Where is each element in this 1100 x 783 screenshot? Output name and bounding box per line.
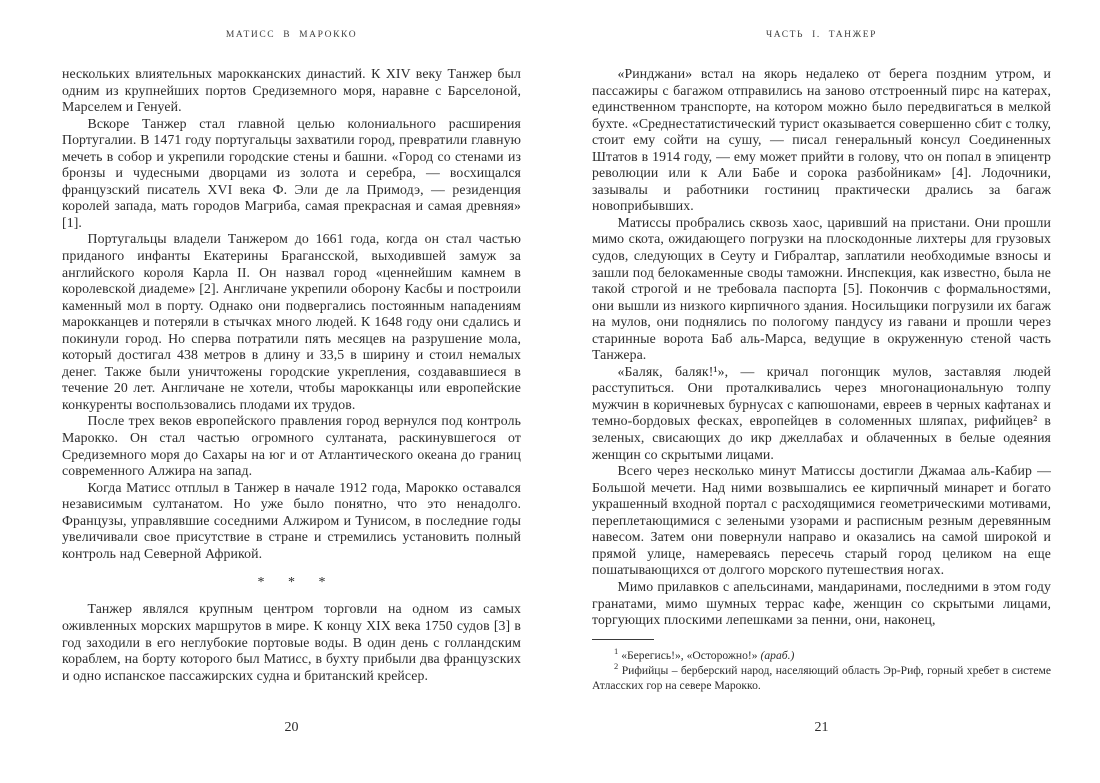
footnote-marker: 1 <box>614 645 619 656</box>
page-right-body <box>592 66 1051 629</box>
page-number-right: 21 <box>814 720 829 735</box>
paragraph: После трех веков европейского правления город вернулся под контроль Марокко. Он стал частью огромного султаната, раскинувшегося от Средиземного моря до Сахары на юг и от Атлантического океана до границ современного Алжира на запад. <box>62 413 521 479</box>
page-right <box>592 0 1051 783</box>
footnote-text: Рифийцы – берберский народ, населяющий область Эр-Риф, горный хребет в системе Атласских гор на севере Марокко. <box>592 663 1051 693</box>
footnote-marker: 2 <box>614 661 619 672</box>
footnote-text-italic: (араб.) <box>760 648 795 662</box>
section-separator: * * * <box>257 575 336 591</box>
page-number-left: 20 <box>284 720 299 735</box>
page-left <box>62 0 521 783</box>
footnote-rule <box>592 639 654 640</box>
footnote-text: «Берегись!», «Осторожно!» <box>621 648 761 662</box>
footnote <box>592 663 1051 694</box>
running-head-right: ЧАСТЬ I. ТАНЖЕР <box>765 30 878 40</box>
book-spread <box>62 0 1100 783</box>
paragraph: Когда Матисс отплыл в Танжер в начале 1912 года, Марокко оставался независимым султанатом. Но уже было понятно, что это ненадолго. Французы, управлявшие соседними Алжиром и Тунисом, в последние годы увеличивали свое присутствие в стране и стремились установить полный контроль над Северной Африкой. <box>62 479 521 561</box>
page-left-body <box>62 66 521 684</box>
paragraph: Танжер являлся крупным центром торговли на одном из самых оживленных морских маршрутов в мире. К концу XIX века 1750 судов [3] в год заходили в его неглубокие портовые воды. В один день с голландским кораблем, на борту которого был Матисс, в бухту прибыли два французских и одно испанское пассажирских судна и британский крейсер. <box>62 601 521 683</box>
paragraph: Мимо прилавков с апельсинами, мандаринами, последними в этом году гранатами, мимо шумных террас кафе, женщин со скрытыми лицами, торгующих плоскими лепешками за пенни, они, наконец, <box>592 578 1051 628</box>
paragraph: «Баляк, баляк!¹», — кричал погонщик мулов, заставляя людей расступиться. Они проталкивались через многонациональную толпу мужчин в коричневых бурнусах с капюшонами, евреев в черных кафтанах и темно-бордовых фесках, европейцев в соломенных шляпах, рифийцев² в зеленых, свисающих до икр джеллабах и облаченных в белые одеяния женщин со скрытыми лицами. <box>592 363 1051 462</box>
footnote <box>592 645 1051 663</box>
paragraph: нескольких влиятельных марокканских династий. К XIV веку Танжер был одним из крупнейших портов Средиземного моря, наравне с Барселоной, Марселем и Генуей. <box>62 66 521 115</box>
paragraph: Португальцы владели Танжером до 1661 года, когда он стал частью приданого инфанты Екатерины Брагансской, выходившей замуж за английского короля Карла II. Он назвал город «ценнейшим камнем в королевской диадеме» [2]. Англичане укрепили оборону Касбы и построили каменный мол в порту. Однако они подвергались постоянным нападениям марокканцев и потеряли в стычках много людей. К 1648 году они сдались и покинули город. Но сперва потратили пять месяцев на разрушение мола, который достигал 438 метров в длину и 33,5 в ширину и стоил немалых денег. Также были уничтожены городские укрепления, создававшиеся в течение 20 лет. Англичане не хотели, чтобы марокканцы или европейские конкуренты воспользовались плодами их трудов. <box>62 231 521 412</box>
paragraph: Вскоре Танжер стал главной целью колониального расширения Португалии. В 1471 году португальцы захватили город, превратили главную мечеть в собор и укрепили городские стены и башни. «Город со стенами из бронзы и чудесными дворцами из золота и серебра, — восхищался французский писатель XVI века Ф. Эли де ла Примодэ, — резиденция королей запада, мать городов Магриба, самая прекрасная и самая древняя» [1]. <box>62 115 521 230</box>
paragraph: Матиссы пробрались сквозь хаос, царивший на пристани. Они прошли мимо скота, ожидающего погрузки на плоскодонные лихтеры для грузовых судов, следующих в Сеуту и Гибралтар, заплатили необходимые взносы и зашли под белокаменные своды таможни. Инспекция, как известно, была не такой строгой и не требовала паспорта [5]. Покончив с формальностями, они вышли из низкого кирпичного здания. Носильщики погрузили их багаж на мулов, они поднялись по пологому пандусу из гавани и прошли через старинные ворота Баб аль-Марса, ведущие в окруженную стеной часть Танжера. <box>592 214 1051 363</box>
paragraph: «Ринджани» встал на якорь недалеко от берега поздним утром, и пассажиры с багажом отправились на заново отстроенный пирс на катерах, единственном транспорте, на котором можно было передвигаться в мелкой бухте. «Среднестатистический турист оказывается совершенно сбит с толку, стоит ему сойти на сушу, — писал генеральный консул Соединенных Штатов в 1914 году, — ему может прийти в голову, что он попал в эпицентр революции или к Али Бабе и сорока разбойникам» [4]. Лодочники, зазывалы и работники гостиниц практически дрались за багаж новоприбывших. <box>592 66 1051 214</box>
paragraph: Всего через несколько минут Матиссы достигли Джамаа аль-Кабир — Большой мечети. Над ними возвышались ее кирпичный минарет и богато украшенный входной портал с расходящимися геометрическими мотивами, переплетающимися с зелеными узорами и расписным резным деревянным навесом. Затем они повернули направо и оказались на самой широкой и прямой улице, намереваясь пересечь старый город целиком на еще пошатывающихся от долгого морского путешествия ногах. <box>592 463 1051 578</box>
footnotes-block <box>592 639 1051 694</box>
running-head-left: МАТИСС В МАРОККО <box>225 30 358 40</box>
